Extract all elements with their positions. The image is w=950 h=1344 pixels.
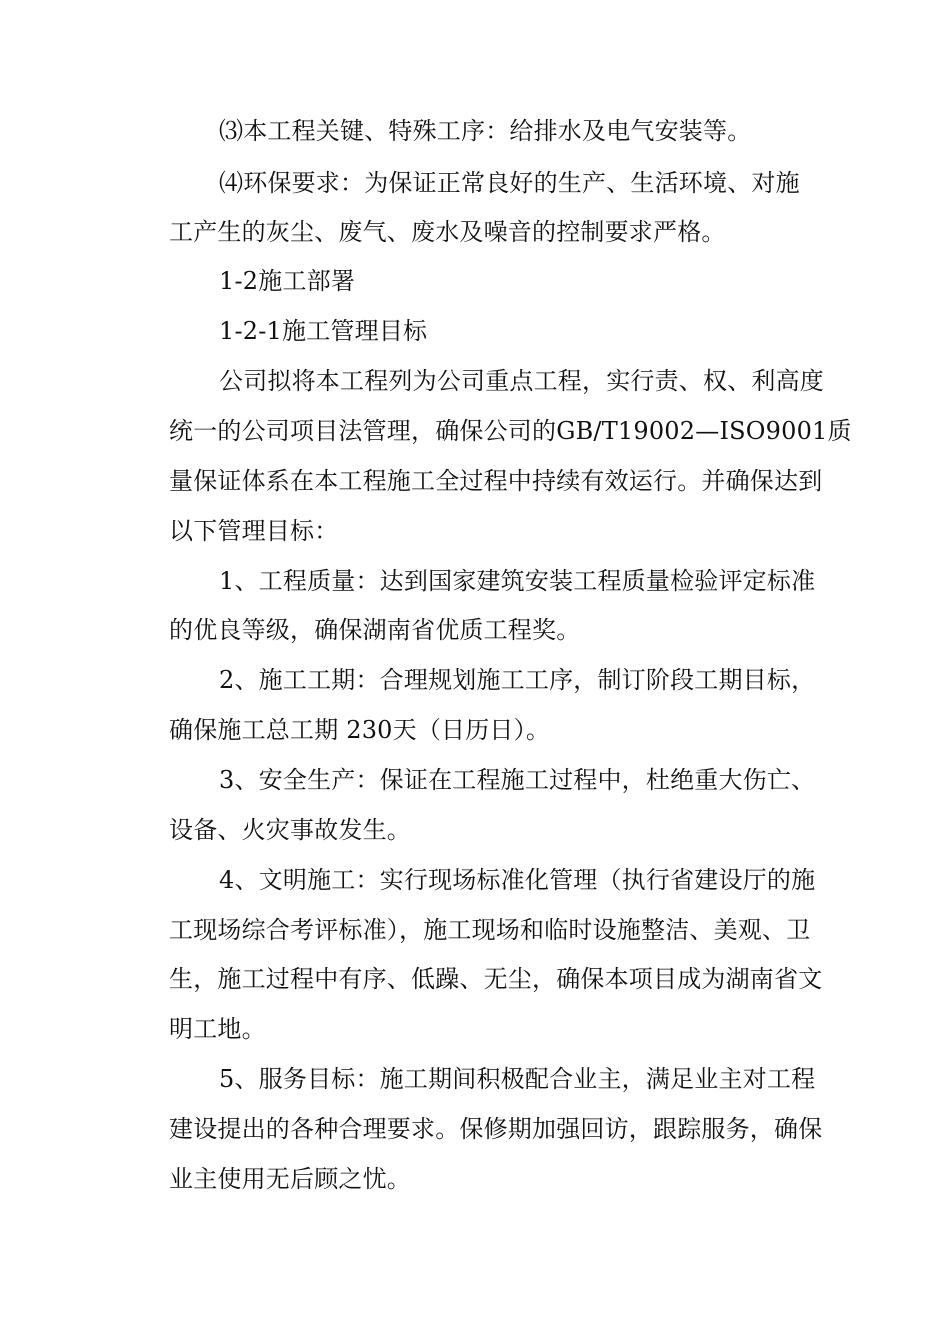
- paragraph-line: 4、文明施工：实行现场标准化管理（执行省建设厅的施: [219, 866, 816, 894]
- paragraph-line: 的优良等级，确保湖南省优质工程奖。: [169, 616, 581, 644]
- paragraph-line: 建设提出的各种合理要求。保修期加强回访，跟踪服务，确保: [169, 1115, 823, 1143]
- paragraph-line: 生，施工过程中有序、低躁、无尘，确保本项目成为湖南省文: [169, 965, 823, 993]
- paragraph-line: 业主使用无后顾之忧。: [169, 1165, 411, 1193]
- paragraph-line: 工产生的灰尘、废气、废水及噪音的控制要求严格。: [169, 218, 726, 246]
- paragraph-line: 统一的公司项目法管理，确保公司的GB/T19002—ISO9001质: [169, 417, 852, 445]
- paragraph-line: 以下管理目标：: [169, 517, 339, 545]
- paragraph-line: 量保证体系在本工程施工全过程中持续有效运行。并确保达到: [169, 467, 823, 495]
- paragraph-line: 3、安全生产：保证在工程施工过程中，杜绝重大伤亡、: [219, 766, 816, 794]
- paragraph-line: 公司拟将本工程列为公司重点工程，实行责、权、利高度: [219, 367, 824, 395]
- section-heading: 1-2施工部署: [219, 267, 356, 295]
- paragraph-line: ⑷环保要求：为保证正常良好的生产、生活环境、对施: [219, 169, 800, 197]
- paragraph-line: 设备、火灾事故发生。: [169, 816, 411, 844]
- paragraph-line: 明工地。: [169, 1015, 266, 1043]
- paragraph-line: ⑶本工程关键、特殊工序：给排水及电气安装等。: [219, 117, 752, 145]
- paragraph-line: 确保施工总工期 230天（日历日）。: [169, 716, 551, 744]
- paragraph-line: 工现场综合考评标准），施工现场和临时设施整洁、美观、卫: [169, 916, 811, 944]
- subsection-heading: 1-2-1施工管理目标: [219, 317, 428, 345]
- paragraph-line: 1、工程质量：达到国家建筑安装工程质量检验评定标准: [219, 567, 816, 595]
- paragraph-line: 5、服务目标：施工期间积极配合业主，满足业主对工程: [219, 1065, 816, 1093]
- paragraph-line: 2、施工工期：合理规划施工工序，制订阶段工期目标，: [219, 666, 816, 694]
